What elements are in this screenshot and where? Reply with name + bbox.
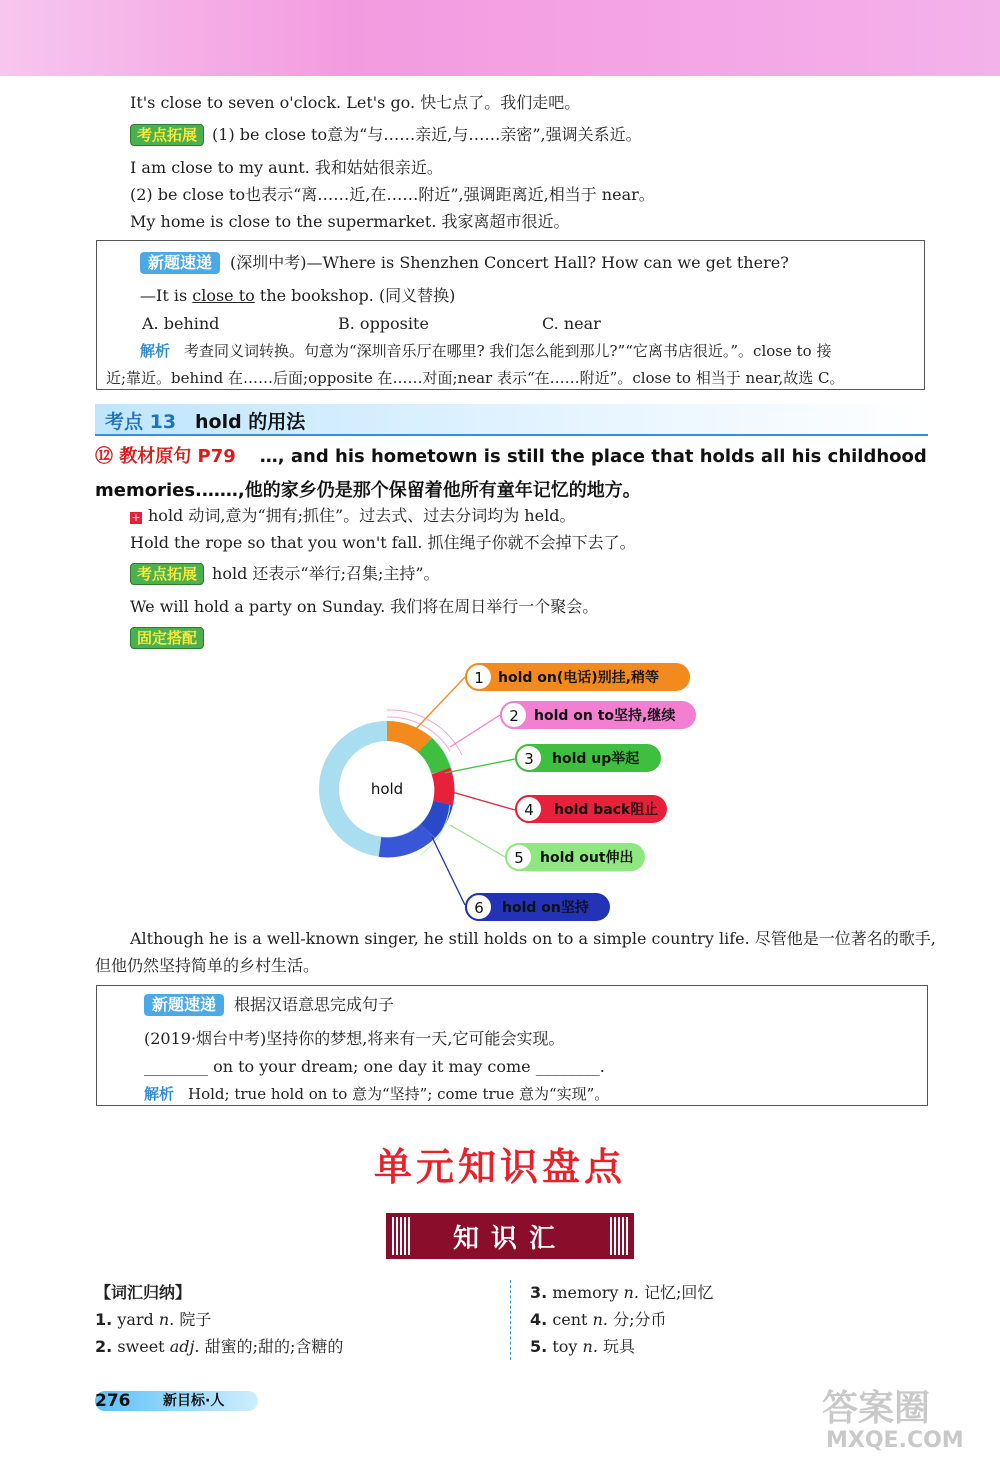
pill-text: hold out伸出 bbox=[540, 850, 634, 866]
vocab-meaning: 分;分币 bbox=[613, 1310, 667, 1329]
pill-number: 6 bbox=[474, 899, 484, 917]
extension-text: hold 还表示“举行;召集;主持”。 bbox=[212, 564, 440, 583]
vocab-number: 3. bbox=[530, 1283, 548, 1302]
hold-phrase-diagram bbox=[300, 655, 720, 925]
quiz-question bbox=[140, 252, 789, 274]
vocab-pos: n. bbox=[158, 1310, 175, 1329]
vocab-pos: n. bbox=[623, 1283, 639, 1302]
quiz-title-line bbox=[144, 994, 394, 1016]
analysis-text: Hold; true hold on to 意为“坚持”; come true 意为“实现”。 bbox=[188, 1085, 610, 1103]
pill-number: 3 bbox=[524, 750, 534, 768]
page-number: 276 bbox=[95, 1391, 131, 1411]
column-divider bbox=[510, 1280, 511, 1360]
top-decoration-band bbox=[0, 0, 1000, 76]
xinti-sudi-tag: 新题速递 bbox=[140, 252, 220, 274]
vocab-number: 5. bbox=[530, 1337, 548, 1356]
original-chinese: ……,他的家乡仍是那个保留着他所有童年记忆的地方。 bbox=[201, 480, 641, 501]
analysis-label: 解析 bbox=[144, 1085, 175, 1103]
answer-suffix: the bookshop. (同义替换) bbox=[254, 286, 456, 305]
extension-block bbox=[130, 124, 642, 146]
quiz-blank-sentence: ________ on to your dream; one day it may come ________. bbox=[144, 1057, 605, 1076]
textbook-source: ⑫ 教材原句 P79 bbox=[95, 446, 236, 467]
phrase-pill-2 bbox=[500, 701, 696, 729]
vocab-pos: n. bbox=[592, 1310, 608, 1329]
analysis-label: 解析 bbox=[140, 342, 171, 360]
option-c: C. near bbox=[542, 314, 601, 333]
vocab-word: yard bbox=[117, 1310, 154, 1329]
vocab-pos: adj. bbox=[169, 1337, 200, 1356]
example-line: Although he is a well-known singer, he still holds on to a simple country life. 尽管他是一位著名的歌手, bbox=[130, 929, 936, 948]
example-line: We will hold a party on Sunday. 我们将在周日举行一个聚会。 bbox=[130, 597, 599, 616]
extension-line bbox=[130, 563, 440, 585]
page-footer bbox=[95, 1391, 258, 1411]
plus-icon: + bbox=[131, 511, 141, 524]
definition-line bbox=[130, 505, 575, 527]
pill-text: hold up举起 bbox=[552, 751, 640, 767]
vocab-word: sweet bbox=[117, 1337, 165, 1356]
diagram-center-label: hold bbox=[370, 780, 404, 798]
vocab-word: cent bbox=[552, 1310, 588, 1329]
phrase-pill-3 bbox=[515, 744, 661, 772]
banner-text: 知识汇 bbox=[452, 1223, 567, 1254]
section-title: hold 的用法 bbox=[195, 411, 306, 433]
banner-stripes bbox=[390, 1217, 412, 1255]
connector-6 bbox=[432, 837, 465, 905]
analysis-line bbox=[144, 1083, 609, 1105]
original-sentence bbox=[95, 440, 930, 508]
pill-text: hold back阻止 bbox=[554, 802, 659, 818]
phrase-pill-1 bbox=[465, 663, 690, 691]
option-a: A. behind bbox=[142, 314, 220, 333]
example-line: I am close to my aunt. 我和姑姑很亲近。 bbox=[130, 158, 443, 177]
kaodian-tuozhan-tag: 考点拓展 bbox=[130, 124, 204, 146]
phrase-pill-6 bbox=[465, 893, 610, 921]
quiz-question-text: (深圳中考)—Where is Shenzhen Concert Hall? How can we get there? bbox=[230, 253, 789, 272]
connector-1 bbox=[412, 677, 465, 733]
underlined-phrase: close to bbox=[192, 286, 255, 305]
vocab-word: memory bbox=[552, 1283, 619, 1302]
vocab-heading: 【词汇归纳】 bbox=[95, 1283, 192, 1302]
pill-number: 1 bbox=[474, 669, 484, 687]
pill-text: hold on(电话)别挂,稍等 bbox=[498, 670, 659, 686]
analysis-text-2: 近;靠近。behind 在……后面;opposite 在……对面;near 表示“在……附近”。close to 相当于 near,故选 C。 bbox=[106, 369, 845, 387]
connector-3 bbox=[445, 759, 515, 773]
vocab-number: 4. bbox=[530, 1310, 548, 1329]
quiz-answer-line bbox=[140, 285, 455, 307]
vocab-number: 2. bbox=[95, 1337, 113, 1356]
pill-number: 2 bbox=[509, 707, 519, 725]
pill-text: hold on to坚持,继续 bbox=[534, 708, 676, 724]
vocab-meaning: 记忆;回忆 bbox=[644, 1283, 714, 1302]
section-number: 考点 13 bbox=[105, 411, 177, 433]
quiz-title: 根据汉语意思完成句子 bbox=[234, 995, 395, 1014]
extension-point-1: (1) be close to意为“与……亲近,与……亲密”,强调关系近。 bbox=[212, 125, 642, 144]
watermark-logo: 答案圈 bbox=[822, 1388, 931, 1429]
extension-point-2: (2) be close to也表示“离……近,在……附近”,强调距离近,相当于 near。 bbox=[130, 185, 655, 204]
vocab-item bbox=[530, 1334, 635, 1357]
xinti-sudi-tag: 新题速递 bbox=[144, 994, 224, 1016]
quiz-prompt: (2019·烟台中考)坚持你的梦想,将来有一天,它可能会实现。 bbox=[144, 1029, 565, 1048]
vocab-item bbox=[95, 1307, 211, 1330]
vocab-item bbox=[530, 1280, 713, 1303]
vocab-item bbox=[95, 1334, 343, 1357]
watermark-site: MXQE.COM bbox=[826, 1428, 964, 1453]
pill-number: 5 bbox=[514, 849, 524, 867]
analysis-text-1: 考查同义词转换。句意为“深圳音乐厅在哪里? 我们怎么能到那儿?”“它离书店很近。”。close to 接 bbox=[184, 342, 832, 360]
book-label: 新目标·人 bbox=[163, 1393, 225, 1409]
example-line: Hold the rope so that you won't fall. 抓住绳子你就不会掉下去了。 bbox=[130, 533, 636, 552]
example-line: 但他仍然坚持简单的乡村生活。 bbox=[95, 956, 320, 975]
phrase-pill-5 bbox=[505, 843, 645, 871]
guding-dapei-tag: 固定搭配 bbox=[130, 627, 204, 649]
vocab-meaning: 院子 bbox=[179, 1310, 212, 1329]
example-line: It's close to seven o'clock. Let's go. 快七点了。我们走吧。 bbox=[130, 93, 581, 112]
ring-seg-3 bbox=[425, 745, 441, 771]
pill-text: hold on坚持 bbox=[502, 900, 589, 916]
ring-seg-6 bbox=[428, 803, 443, 831]
vocab-word: toy bbox=[552, 1337, 578, 1356]
unit-summary-title: 单元知识盘点 bbox=[373, 1145, 626, 1189]
vocab-meaning: 玩具 bbox=[603, 1337, 636, 1356]
vocab-pos: n. bbox=[582, 1337, 598, 1356]
vocab-item bbox=[530, 1307, 666, 1330]
banner-stripes bbox=[608, 1217, 630, 1255]
connector-5 bbox=[450, 825, 505, 857]
example-line: My home is close to the supermarket. 我家离超市很近。 bbox=[130, 212, 570, 231]
knowledge-banner bbox=[386, 1213, 634, 1259]
option-b: B. opposite bbox=[338, 314, 429, 333]
answer-prefix: —It is bbox=[140, 286, 193, 305]
section-heading bbox=[95, 404, 928, 436]
analysis-line-1 bbox=[140, 340, 831, 362]
ring-seg-4 bbox=[441, 771, 444, 803]
vocab-meaning: 甜蜜的;甜的;含糖的 bbox=[204, 1337, 344, 1356]
phrase-pill-4 bbox=[515, 795, 667, 823]
connector-4 bbox=[445, 790, 515, 810]
definition-text: hold 动词,意为“拥有;抓住”。过去式、过去分词均为 held。 bbox=[148, 506, 576, 525]
connector-2 bbox=[450, 715, 500, 747]
original-english: …, and his hometown is still the place that holds all his childhood memories. bbox=[95, 446, 927, 501]
pill-number: 4 bbox=[524, 801, 534, 819]
ring-seg-6b bbox=[380, 831, 428, 847]
kaodian-tuozhan-tag: 考点拓展 bbox=[130, 563, 204, 585]
vocab-number: 1. bbox=[95, 1310, 113, 1329]
phrase-tag-line bbox=[130, 627, 212, 649]
ring-seg-1 bbox=[387, 731, 425, 745]
